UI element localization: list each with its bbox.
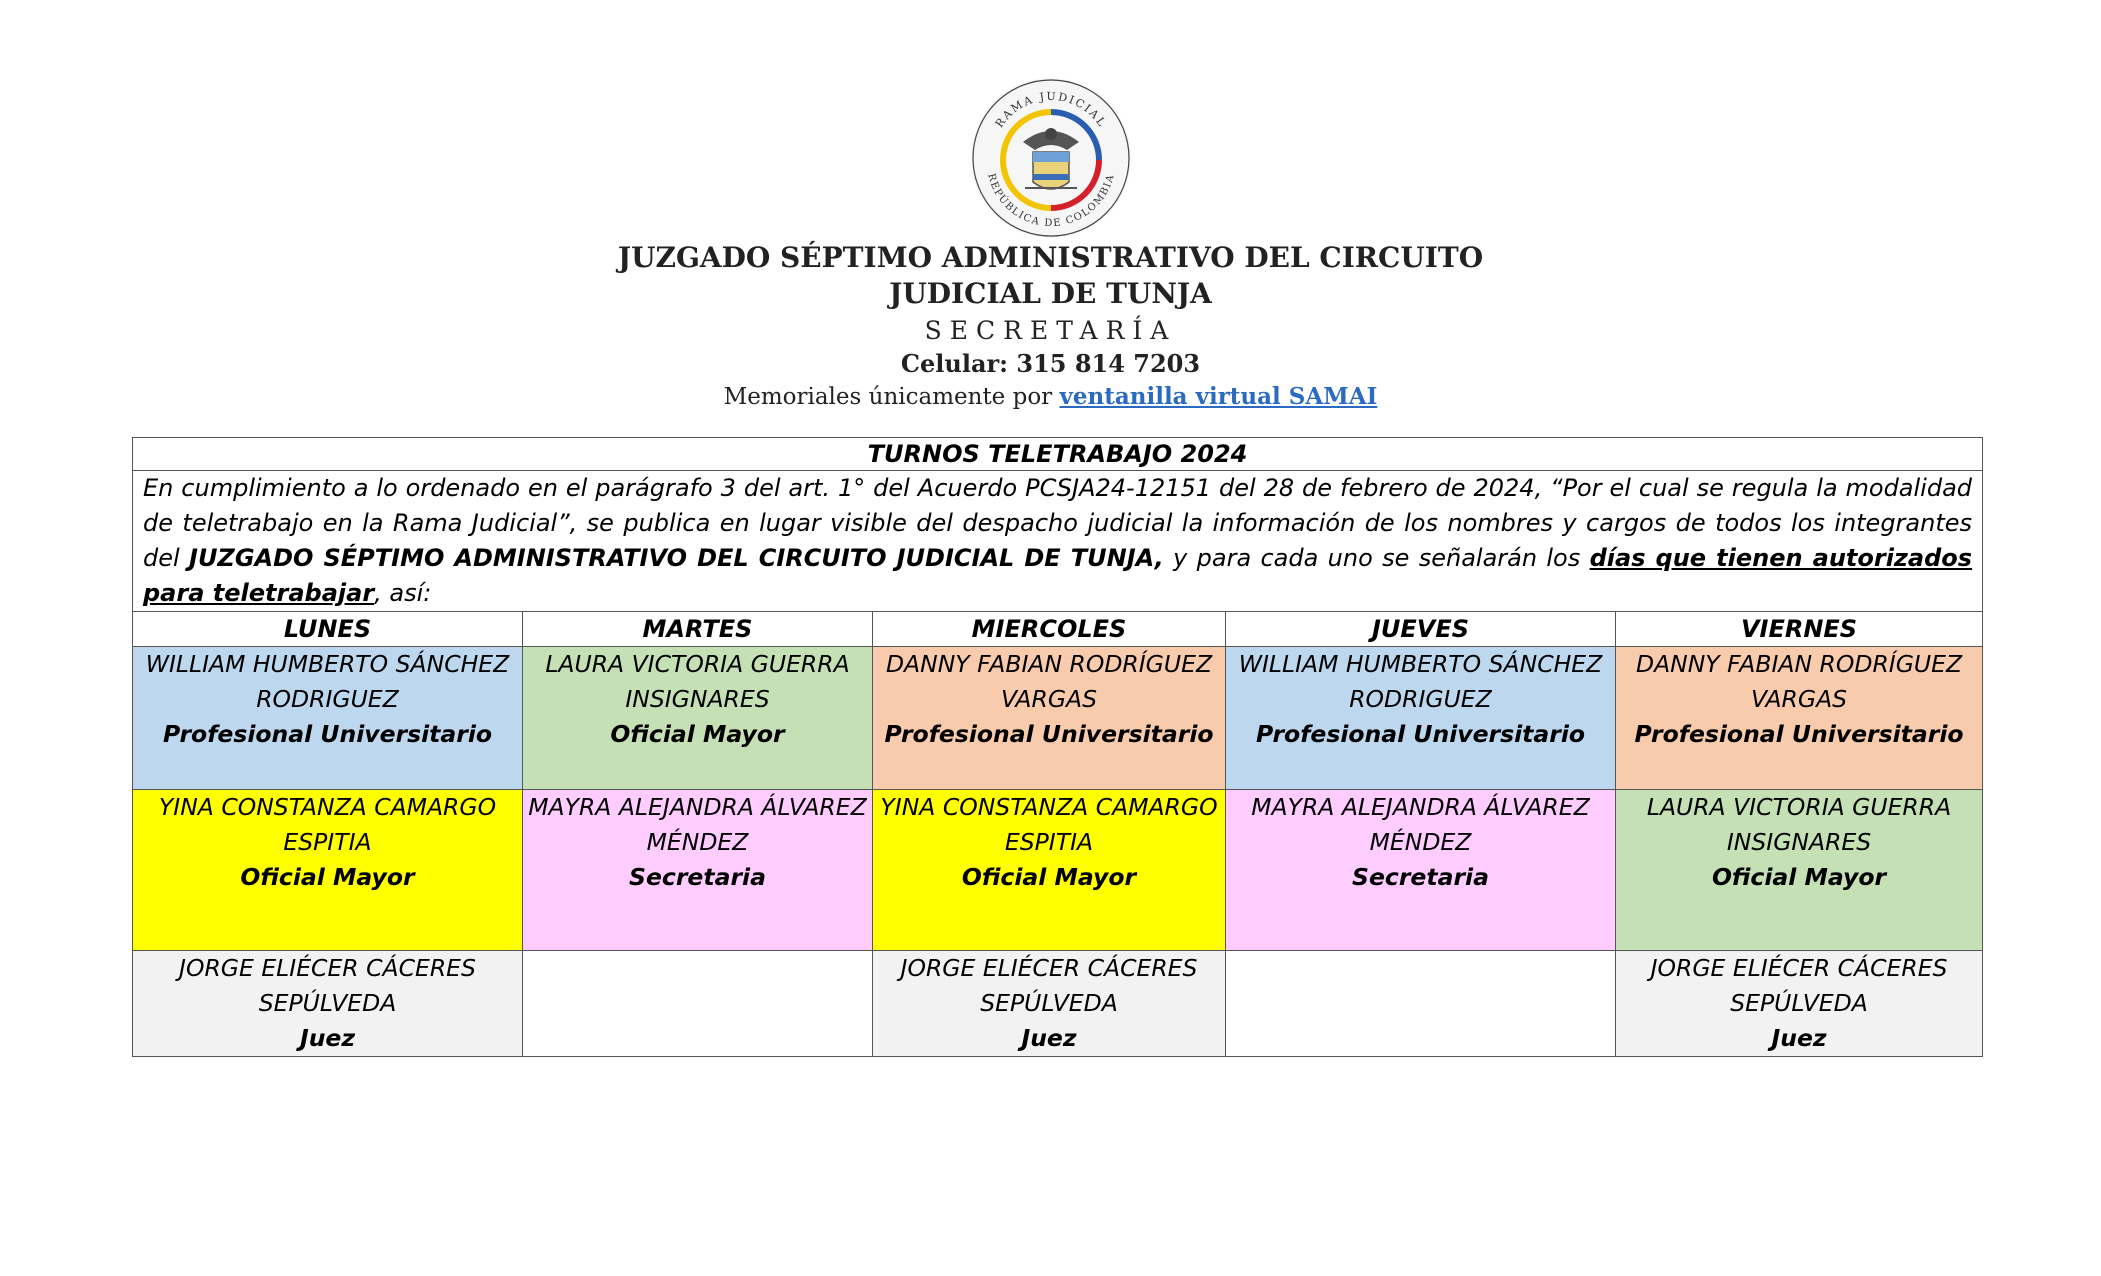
secretaria-label: SECRETARÍA bbox=[924, 316, 1177, 345]
memoriales-prefix: Memoriales únicamente por bbox=[723, 384, 1060, 410]
person-name: DANNY FABIAN RODRÍGUEZ VARGAS bbox=[885, 650, 1213, 713]
schedule-cell bbox=[873, 951, 1226, 1057]
schedule-cell bbox=[1616, 951, 1983, 1057]
schedule-cell bbox=[873, 790, 1226, 951]
intro-underlined-days: días que tienen autorizados para teletrabajar bbox=[143, 544, 1973, 607]
person-name: LAURA VICTORIA GUERRA INSIGNARES bbox=[1646, 793, 1952, 856]
table-row bbox=[133, 790, 1983, 951]
samai-link[interactable]: ventanilla virtual SAMAI bbox=[1059, 383, 1378, 410]
table-row bbox=[133, 951, 1983, 1057]
person-role: Juez bbox=[1771, 1024, 1827, 1052]
teletrabajo-table bbox=[132, 437, 1983, 1057]
intro-text-2: y para cada uno se señalarán los bbox=[1163, 544, 1590, 572]
svg-text:REPÚBLICA DE COLOMBIA: REPÚBLICA DE COLOMBIA bbox=[984, 172, 1117, 230]
person-name: JORGE ELIÉCER CÁCERES SEPÚLVEDA bbox=[900, 954, 1198, 1017]
day-header-martes: MARTES bbox=[523, 612, 873, 647]
person-name: JORGE ELIÉCER CÁCERES SEPÚLVEDA bbox=[1650, 954, 1948, 1017]
schedule-cell bbox=[133, 951, 523, 1057]
document-header bbox=[0, 70, 2101, 414]
person-role: Profesional Universitario bbox=[1255, 720, 1586, 748]
person-name: WILLIAM HUMBERTO SÁNCHEZ RODRIGUEZ bbox=[145, 650, 510, 713]
person-role: Secretaria bbox=[1352, 863, 1489, 891]
intro-paragraph bbox=[133, 471, 1983, 612]
schedule-cell bbox=[1226, 790, 1616, 951]
memoriales-line bbox=[0, 380, 2101, 414]
schedule-cell bbox=[1226, 951, 1616, 1057]
day-header-miercoles: MIERCOLES bbox=[873, 612, 1226, 647]
svg-text:RAMA JUDICIAL: RAMA JUDICIAL bbox=[992, 89, 1109, 131]
celular-number: Celular: 315 814 7203 bbox=[900, 349, 1201, 378]
person-role: Oficial Mayor bbox=[961, 863, 1137, 891]
person-role: Profesional Universitario bbox=[884, 720, 1214, 748]
day-header-lunes: LUNES bbox=[133, 612, 523, 647]
schedule-cell bbox=[873, 647, 1226, 790]
person-role: Profesional Universitario bbox=[1634, 720, 1964, 748]
intro-court-name: JUZGADO SÉPTIMO ADMINISTRATIVO DEL CIRCUITO JUDICIAL DE TUNJA, bbox=[189, 544, 1164, 572]
schedule-cell bbox=[1616, 790, 1983, 951]
person-role: Oficial Mayor bbox=[610, 720, 785, 748]
person-role: Profesional Universitario bbox=[162, 720, 493, 748]
rama-judicial-seal-logo bbox=[963, 70, 1139, 240]
person-name: MAYRA ALEJANDRA ÁLVAREZ MÉNDEZ bbox=[528, 793, 867, 856]
person-name: YINA CONSTANZA CAMARGO ESPITIA bbox=[880, 793, 1218, 856]
schedule-cell bbox=[523, 951, 873, 1057]
person-role: Juez bbox=[1021, 1024, 1077, 1052]
intro-text-1: En cumplimiento a lo ordenado en el parágrafo 3 del art. 1° del Acuerdo PCSJA24-12151 del 28 de febrero de 2024, “Por el cual se regula la modalidad de teletrabajo en la Rama Judicial”, se publica en lugar visible del despacho judicial la información de los nombres y cargos de todos los integrantes del bbox=[143, 474, 1973, 572]
person-role: Juez bbox=[299, 1024, 356, 1052]
person-name: DANNY FABIAN RODRÍGUEZ VARGAS bbox=[1635, 650, 1963, 713]
court-title-line1: JUZGADO SÉPTIMO ADMINISTRATIVO DEL CIRCUITO bbox=[617, 241, 1484, 274]
schedule-cell bbox=[1226, 647, 1616, 790]
table-title: TURNOS TELETRABAJO 2024 bbox=[133, 438, 1983, 471]
person-name: WILLIAM HUMBERTO SÁNCHEZ RODRIGUEZ bbox=[1238, 650, 1603, 713]
schedule-cell bbox=[133, 790, 523, 951]
schedule-cell bbox=[1616, 647, 1983, 790]
person-name: MAYRA ALEJANDRA ÁLVAREZ MÉNDEZ bbox=[1251, 793, 1590, 856]
court-title-line2: JUDICIAL DE TUNJA bbox=[889, 277, 1212, 310]
person-name: LAURA VICTORIA GUERRA INSIGNARES bbox=[545, 650, 850, 713]
schedule-cell bbox=[523, 647, 873, 790]
schedule-cell bbox=[133, 647, 523, 790]
day-header-jueves: JUEVES bbox=[1226, 612, 1616, 647]
day-header-viernes: VIERNES bbox=[1616, 612, 1983, 647]
person-role: Oficial Mayor bbox=[240, 863, 415, 891]
table-row bbox=[133, 647, 1983, 790]
person-name: YINA CONSTANZA CAMARGO ESPITIA bbox=[158, 793, 497, 856]
intro-text-3: , así: bbox=[374, 579, 432, 607]
person-role: Oficial Mayor bbox=[1711, 863, 1887, 891]
court-title bbox=[0, 240, 2101, 312]
schedule-cell bbox=[523, 790, 873, 951]
person-name: JORGE ELIÉCER CÁCERES SEPÚLVEDA bbox=[179, 954, 476, 1017]
person-role: Secretaria bbox=[629, 863, 766, 891]
days-header-row bbox=[133, 612, 1983, 647]
